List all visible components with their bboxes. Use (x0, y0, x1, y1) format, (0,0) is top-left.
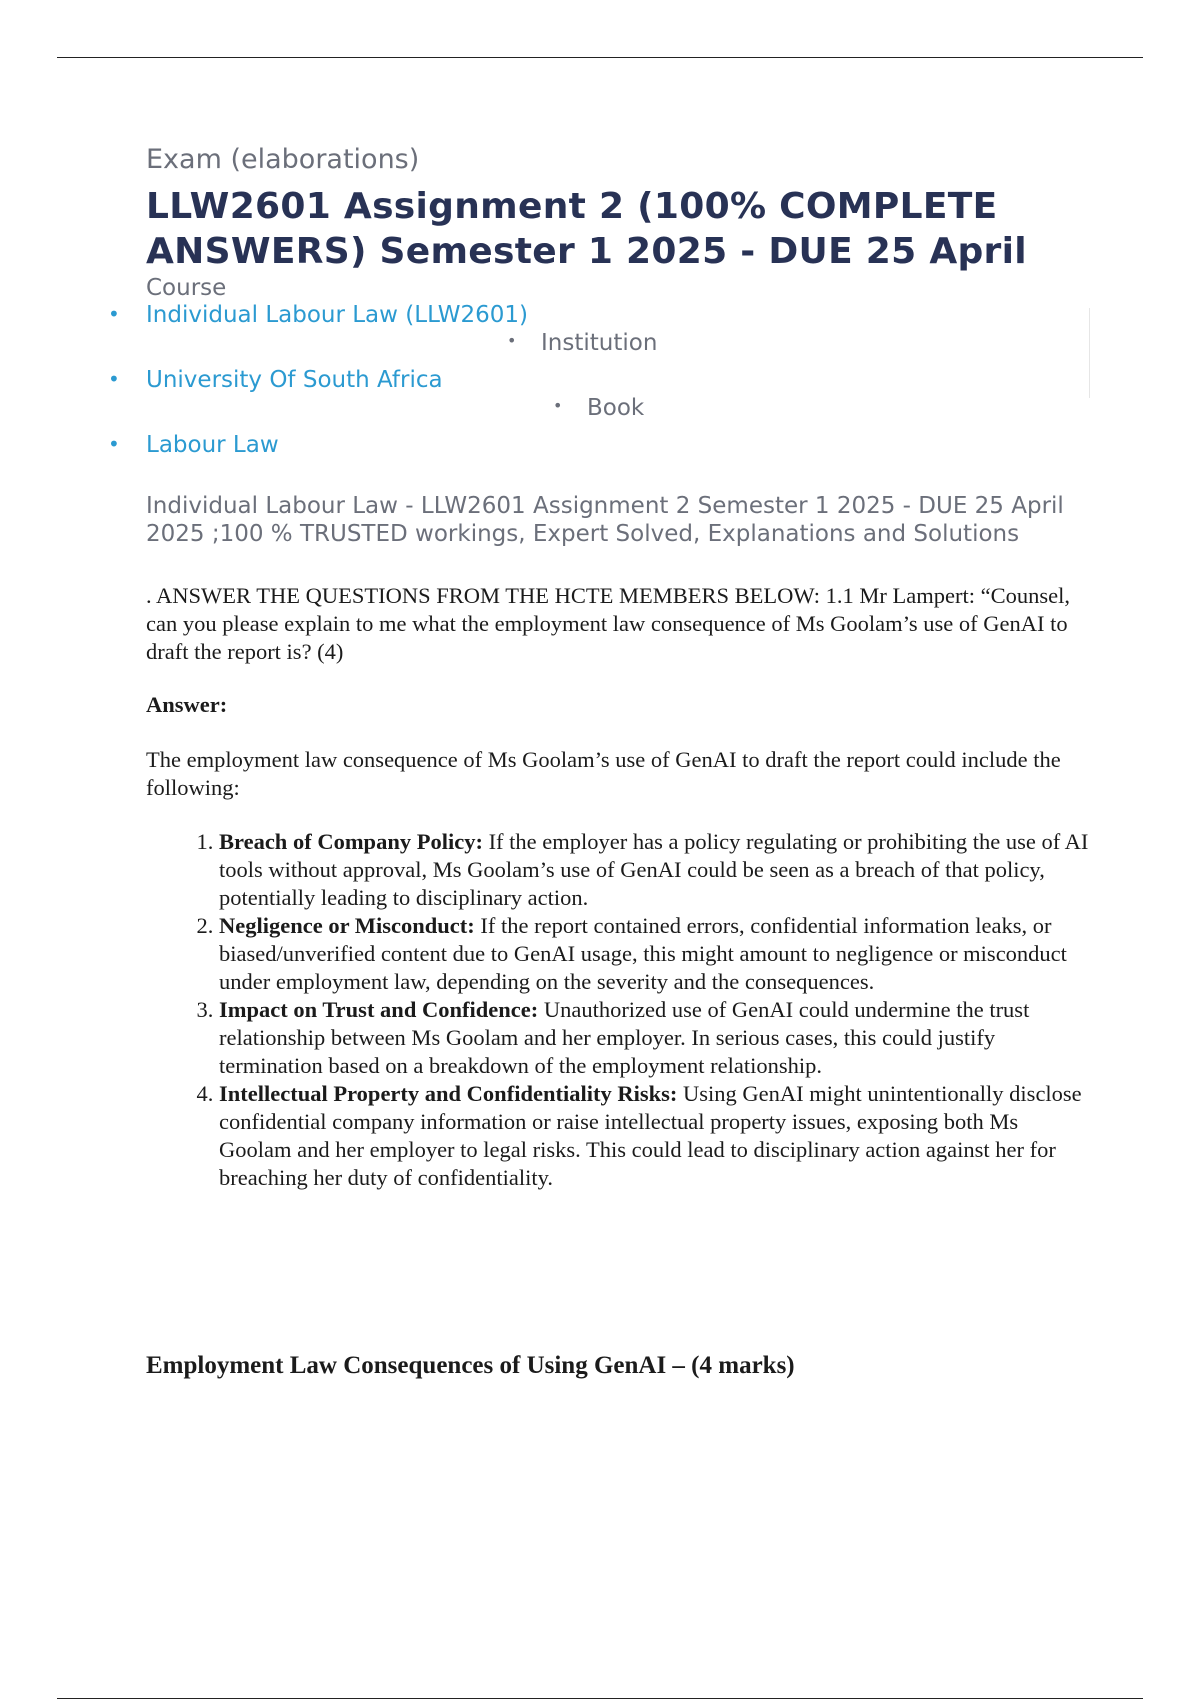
bottom-rule (57, 1698, 1143, 1699)
divider (1089, 308, 1090, 398)
document-meta (146, 302, 1096, 492)
point-text: Unauthorized use of GenAI could undermine the trust relationship between Ms Goolam and her employer. In serious cases, this could justify termination based on a breakdown of the employment relationship. (219, 997, 1030, 1078)
list-item (219, 828, 1096, 912)
consequence-list (146, 828, 1096, 1192)
book-link[interactable]: • Labour Law (146, 432, 279, 458)
question-text: . ANSWER THE QUESTIONS FROM THE HCTE MEMBERS BELOW: 1.1 Mr Lampert: “Counsel, can you please explain to me what the employment law consequence of Ms Goolam’s use of GenAI to draft the report is? (4) (146, 583, 1070, 664)
point-text: If the report contained errors, confidential information leaks, or biased/unverified content due to GenAI usage, this might amount to negligence or misconduct under employment law, depending on the severity and the consequences. (219, 913, 1067, 994)
point-term: Impact on Trust and Confidence: (219, 997, 539, 1022)
document-summary: Individual Labour Law - LLW2601 Assignment 2 Semester 1 2025 - DUE 25 April 2025 ;100 % TRUSTED workings, Expert Solved, Explanations and Solutions (146, 493, 1064, 547)
book-label: • Book (587, 395, 644, 421)
list-item (219, 996, 1096, 1080)
point-term: Negligence or Misconduct: (219, 913, 475, 938)
top-rule (57, 57, 1143, 58)
document-type: Exam (elaborations) (146, 144, 420, 175)
point-text: Using GenAI might unintentionally disclose confidential company information or raise intellectual property issues, exposing both Ms Goolam and her employer to legal risks. This could lead to disciplinary action against her for breaching her duty of confidentiality. (219, 1081, 1082, 1190)
document-title: LLW2601 Assignment 2 (100% COMPLETE ANSWERS) Semester 1 2025 - DUE 25 April (146, 186, 1027, 272)
point-term: Intellectual Property and Confidentiality Risks: (219, 1081, 678, 1106)
list-item (219, 912, 1096, 996)
point-text: If the employer has a policy regulating or prohibiting the use of AI tools without approval, Ms Goolam’s use of GenAI could be seen as a breach of that policy, potentially leading to disciplinary action. (219, 829, 1089, 910)
answer-intro: The employment law consequence of Ms Goolam’s use of GenAI to draft the report could include the following: (146, 747, 1061, 800)
institution-label: • Institution (541, 330, 657, 356)
list-item (219, 1080, 1096, 1192)
document-body (146, 142, 1096, 1380)
point-term: Breach of Company Policy: (219, 829, 483, 854)
course-link[interactable]: • Individual Labour Law (LLW2601) (146, 302, 528, 328)
section-heading: Employment Law Consequences of Using GenAI – (4 marks) (146, 1352, 795, 1379)
answer-label: Answer: (146, 692, 228, 717)
course-label: Course (146, 275, 227, 301)
institution-link[interactable]: • University Of South Africa (146, 367, 443, 393)
